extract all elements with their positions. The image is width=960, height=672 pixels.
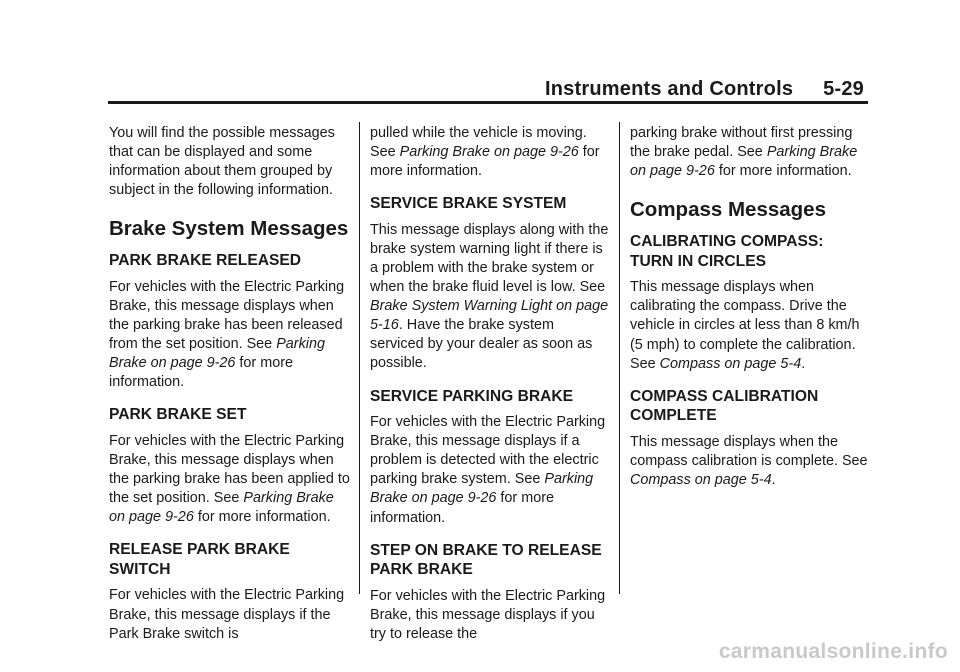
heading-calibrating-compass: CALIBRATING COMPASS: TURN IN CIRCLES [630, 233, 824, 270]
calibrating-compass-text: This message displays when calibrating the compass. Drive the vehicle in circles at less than 8 km/h (5 mph) to complete the calibration. See Compass on page 5-4. [630, 279, 860, 372]
page-header [545, 78, 864, 101]
park-brake-set-text: For vehicles with the Electric Parking Brake, this message displays when the parking brake has been applied to the set position. See Parking Brake on page 9-26 for more information. [109, 432, 350, 526]
link-compass[interactable]: Compass on page 5-4 [630, 471, 772, 488]
link-parking-brake[interactable]: Parking Brake on page 9-26 [109, 336, 325, 372]
park-brake-released-text: For vehicles with the Electric Parking Brake, this message displays when the parking brake has been released from the set position. See Parking Brake on page 9-26 for more information. [109, 278, 345, 391]
link-parking-brake[interactable]: Parking Brake on page 9-26 [370, 471, 594, 507]
column-3 [630, 124, 870, 490]
intro-paragraph: You will find the possible messages that can be displayed and some information about them grouped by subject in the following information. [109, 125, 335, 199]
column-2 [370, 124, 610, 644]
watermark: carmanualsonline.info [718, 640, 948, 663]
header-rule [108, 101, 868, 104]
heading-step-on-brake: STEP ON BRAKE TO RELEASE PARK BRAKE [370, 541, 602, 579]
heading-service-parking-brake: SERVICE PARKING BRAKE [370, 387, 574, 405]
heading-release-park-brake-switch: RELEASE PARK BRAKE SWITCH [109, 541, 290, 578]
link-parking-brake[interactable]: Parking Brake on page 9-26 [630, 144, 858, 180]
heading-park-brake-released: PARK BRAKE RELEASED [109, 252, 302, 270]
service-brake-system-text: This message displays along with the brake system warning light if there is a problem with the brake system or when the brake fluid level is low. See Brake System Warning Light on page 5-16. Have the brake system serviced by your dealer as soon as possible. [370, 221, 609, 372]
continued-text: parking brake without first pressing the brake pedal. See Parking Brake on page 9-26 for more information. [630, 125, 858, 180]
heading-compass-messages: Compass Messages [630, 198, 826, 222]
continued-text: pulled while the vehicle is moving. See Parking Brake on page 9-26 for more information. [370, 125, 600, 180]
link-brake-warning-light[interactable]: Brake System Warning Light on page 5-16 [370, 298, 609, 334]
section-title: Instruments and Controls [545, 78, 794, 100]
heading-brake-system-messages: Brake System Messages [109, 217, 349, 241]
service-parking-brake-text: For vehicles with the Electric Parking Brake, this message displays if a problem is detected with the electric parking brake system. See Parking Brake on page 9-26 for more information. [370, 414, 606, 526]
link-parking-brake[interactable]: Parking Brake on page 9-26 [399, 144, 579, 161]
step-on-brake-text: For vehicles with the Electric Parking Brake, this message displays if you try to release the [370, 587, 606, 642]
link-parking-brake[interactable]: Parking Brake on page 9-26 [109, 490, 334, 526]
release-switch-text: For vehicles with the Electric Parking Brake, this message displays if the Park Brake switch is [109, 587, 345, 642]
page-number: 5-29 [823, 78, 864, 100]
calibration-complete-text: This message displays when the compass calibration is complete. See Compass on page 5-4. [630, 433, 868, 488]
heading-service-brake-system: SERVICE BRAKE SYSTEM [370, 195, 567, 213]
link-compass[interactable]: Compass on page 5-4 [659, 355, 802, 372]
heading-park-brake-set: PARK BRAKE SET [109, 406, 247, 424]
heading-compass-calibration-complete: COMPASS CALIBRATION COMPLETE [630, 387, 819, 425]
column-divider [619, 122, 620, 594]
column-1 [109, 124, 351, 644]
column-divider [359, 122, 360, 594]
